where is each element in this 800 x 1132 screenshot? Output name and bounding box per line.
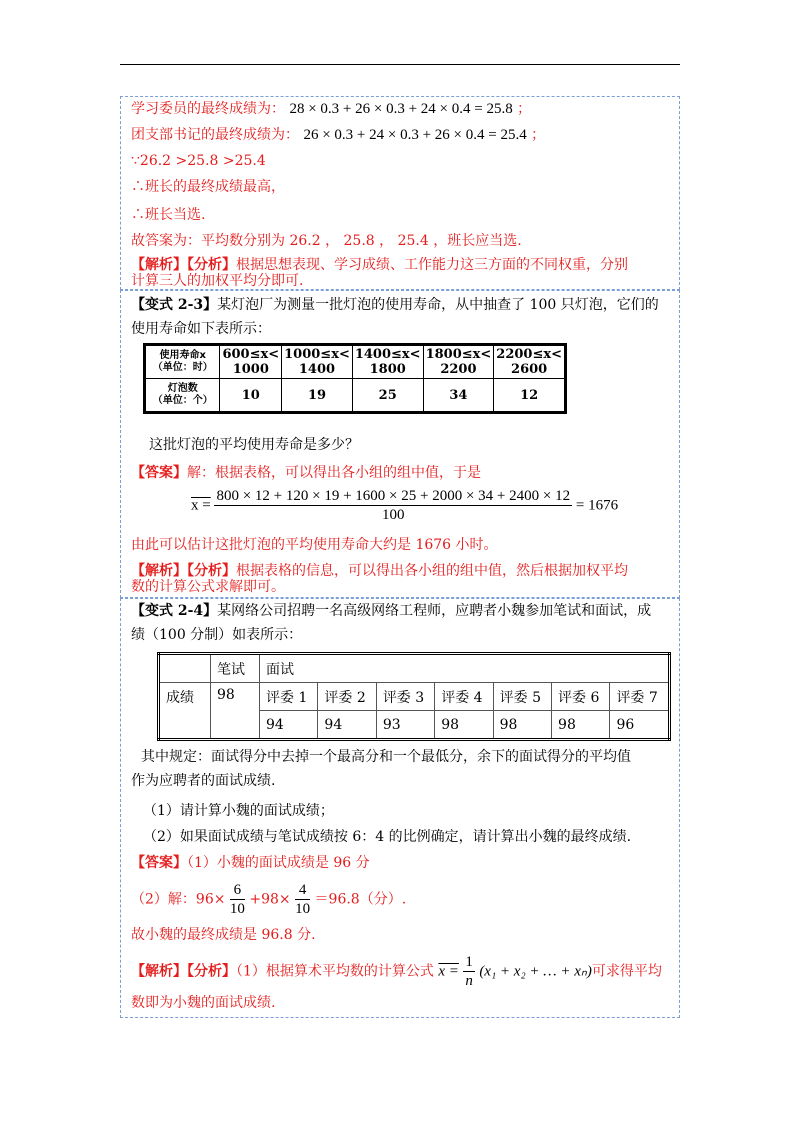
answer-tag: 【答案】 [131, 465, 187, 481]
score-cell: 94 [318, 711, 376, 740]
answer-text: （1）小魏的面试成绩是 96 分 [187, 855, 370, 871]
range-hi: 1400 [298, 362, 336, 377]
range-hi: 2200 [440, 362, 477, 377]
range-hi: 2600 [511, 362, 548, 377]
line-league-secretary [131, 125, 545, 145]
interview-head: 面试 [260, 654, 670, 683]
xbar: x = [191, 497, 211, 514]
count-cell: 12 [494, 379, 566, 413]
header-b: （单位：个） [152, 395, 213, 406]
question-2: （2）如果面试成绩与笔试成绩按 6：4 的比例确定，请计算出小魏的最终成绩. [143, 829, 632, 845]
solution-box-2 [120, 290, 680, 598]
solution-box-3 [120, 598, 680, 1018]
count-cell: 25 [352, 379, 423, 413]
answer-text: 解：根据表格，可以得出各小组的组中值，于是 [187, 465, 481, 481]
judge-cell: 评委 7 [610, 683, 670, 711]
score-cell: 94 [260, 711, 318, 740]
analysis-text-2: 数的计算公式求解即可。 [131, 579, 285, 595]
numerator: 6 [230, 881, 245, 900]
analysis-block [131, 563, 628, 595]
problem-title [131, 293, 659, 341]
denominator: 100 [382, 507, 405, 523]
analysis-text: 根据思想表现、学习成绩、工作能力这三方面的不同权重，分别 [236, 257, 628, 273]
table-row [145, 345, 566, 379]
analysis-tag: 【解析】【分析】 [131, 563, 236, 579]
analysis-tag: 【解析】【分析】 [131, 963, 236, 980]
range-hi: 1000 [232, 362, 269, 377]
analysis-tag: 【解析】【分析】 [131, 257, 236, 273]
judge-cell: 评委 3 [376, 683, 434, 711]
table-row [159, 683, 670, 711]
range-cell [220, 345, 282, 379]
final-line: 故小魏的最终成绩是 96.8 分. [131, 927, 316, 943]
therefore-line-1: ∴班长的最终成绩最高， [131, 179, 285, 195]
range-cell [494, 345, 566, 379]
answer-line [131, 463, 481, 483]
score-table [157, 652, 671, 741]
written-score: 98 [211, 683, 260, 740]
analysis-text: 根据表格的信息，可以得出各小组的组中值，然后根据加权平均 [236, 563, 628, 579]
score-cell: 93 [376, 711, 434, 740]
score-cell: 96 [610, 711, 670, 740]
xbar: x = [438, 963, 459, 980]
rule-text [131, 745, 631, 793]
written-head: 笔试 [211, 654, 260, 683]
end: ； [531, 127, 546, 143]
question-1: （1）请计算小魏的面试成绩； [143, 803, 334, 819]
numerator: 1 [465, 954, 473, 970]
score-cell: 98 [435, 711, 493, 740]
title-text-2: 绩（100 分制）如表所示： [131, 627, 303, 643]
count-cell: 10 [220, 379, 282, 413]
table-row [145, 379, 566, 413]
range-lo: 1000≤x< [284, 347, 350, 362]
range-cell [423, 345, 494, 379]
answer-line [131, 853, 370, 873]
variant-tag: 【变式 2-3】 [131, 297, 218, 313]
analysis-block [131, 257, 628, 289]
label: 学习委员的最终成绩为： [131, 101, 285, 117]
range-lo: 2200≤x< [496, 347, 562, 362]
problem-title [131, 599, 651, 647]
solution-box-1 [120, 96, 680, 290]
row-header [145, 345, 220, 379]
range-lo: 1800≤x< [425, 347, 492, 362]
range-lo: 1400≤x< [354, 347, 421, 362]
fraction [230, 881, 245, 918]
fraction [214, 487, 572, 524]
label: 团支部书记的最终成绩为： [131, 127, 299, 143]
range-lo: 600≤x< [222, 347, 280, 362]
range-cell [282, 345, 353, 379]
title-text: 某网络公司招聘一名高级网络工程师，应聘者小魏参加笔试和面试，成 [217, 603, 652, 619]
end: ； [517, 101, 532, 117]
title-text: 某灯泡厂为测量一批灯泡的使用寿命，从中抽查了 100 只灯泡，它们的 [217, 297, 659, 313]
title-text-2: 使用寿命如下表所示： [131, 321, 271, 337]
denominator: n [465, 973, 473, 989]
analysis-text-b: 可求得平均 [591, 963, 662, 980]
question: 这批灯泡的平均使用寿命是多少？ [149, 437, 359, 453]
denominator: 10 [229, 901, 245, 917]
rule-text-1: 其中规定：面试得分中去掉一个最高分和一个最低分，余下的面试得分的平均值 [141, 749, 631, 765]
therefore-line-2: ∴班长当选. [131, 207, 206, 223]
judge-cell: 评委 6 [552, 683, 610, 711]
because-line: ∵26.2 >25.8 >25.4 [131, 153, 266, 169]
header-a: 灯泡数 [167, 383, 198, 394]
judge-cell: 评委 5 [493, 683, 551, 711]
table-row [159, 654, 670, 683]
answer-line: 故答案为：平均数分别为 26.2 ， 25.8 ， 25.4 ，班长应当选. [131, 233, 522, 249]
row-header [145, 379, 220, 413]
score-cell: 98 [493, 711, 551, 740]
ans2-text: +98× [249, 891, 291, 908]
range-cell [352, 345, 423, 379]
conclusion: 由此可以估计这批灯泡的平均使用寿命大约是 1676 小时。 [131, 537, 498, 553]
header-rule [120, 64, 680, 65]
header-b: （单位：时） [152, 362, 213, 373]
lifespan-table [143, 343, 567, 414]
row-label: 成绩 [159, 683, 211, 740]
judge-cell: 评委 2 [318, 683, 376, 711]
expr: 28 × 0.3 + 26 × 0.3 + 24 × 0.4 = 25.8 [289, 101, 513, 117]
expr: 26 × 0.3 + 24 × 0.3 + 26 × 0.4 = 25.4 [303, 127, 527, 143]
numerator: 800 × 12 + 120 × 19 + 1600 × 25 + 2000 × 34 + 2400 × 12 [216, 488, 571, 504]
ans2-text: ＝96.8（分）. [314, 891, 407, 908]
answer-tag: 【答案】 [131, 855, 187, 871]
formula-body: (x₁ + x₂ + … + xₙ) [479, 963, 592, 980]
line-monitor-study [131, 99, 531, 119]
count-cell: 34 [423, 379, 494, 413]
header-a: 使用寿命x [159, 350, 206, 361]
rule-text-2: 作为应聘者的面试成绩. [131, 773, 276, 789]
ans2-text: （2）解：96× [131, 891, 226, 908]
result: = 1676 [575, 497, 619, 514]
fraction [463, 953, 475, 990]
count-cell: 19 [282, 379, 353, 413]
denominator: 10 [295, 901, 311, 917]
fraction [295, 881, 310, 918]
score-cell: 98 [552, 711, 610, 740]
numerator: 4 [295, 881, 310, 900]
empty-cell [159, 654, 211, 683]
analysis-text-2: 计算三人的加权平均分即可. [131, 273, 304, 289]
analysis-text-2: 数即为小魏的面试成绩. [131, 995, 276, 1011]
range-hi: 1800 [369, 362, 406, 377]
judge-cell: 评委 1 [260, 683, 318, 711]
variant-tag: 【变式 2-4】 [131, 603, 218, 619]
analysis-text: （1）根据算术平均数的计算公式 [236, 963, 434, 980]
answer-2 [131, 881, 406, 918]
mean-formula [191, 487, 618, 524]
judge-cell: 评委 4 [435, 683, 493, 711]
analysis-block [131, 953, 662, 990]
